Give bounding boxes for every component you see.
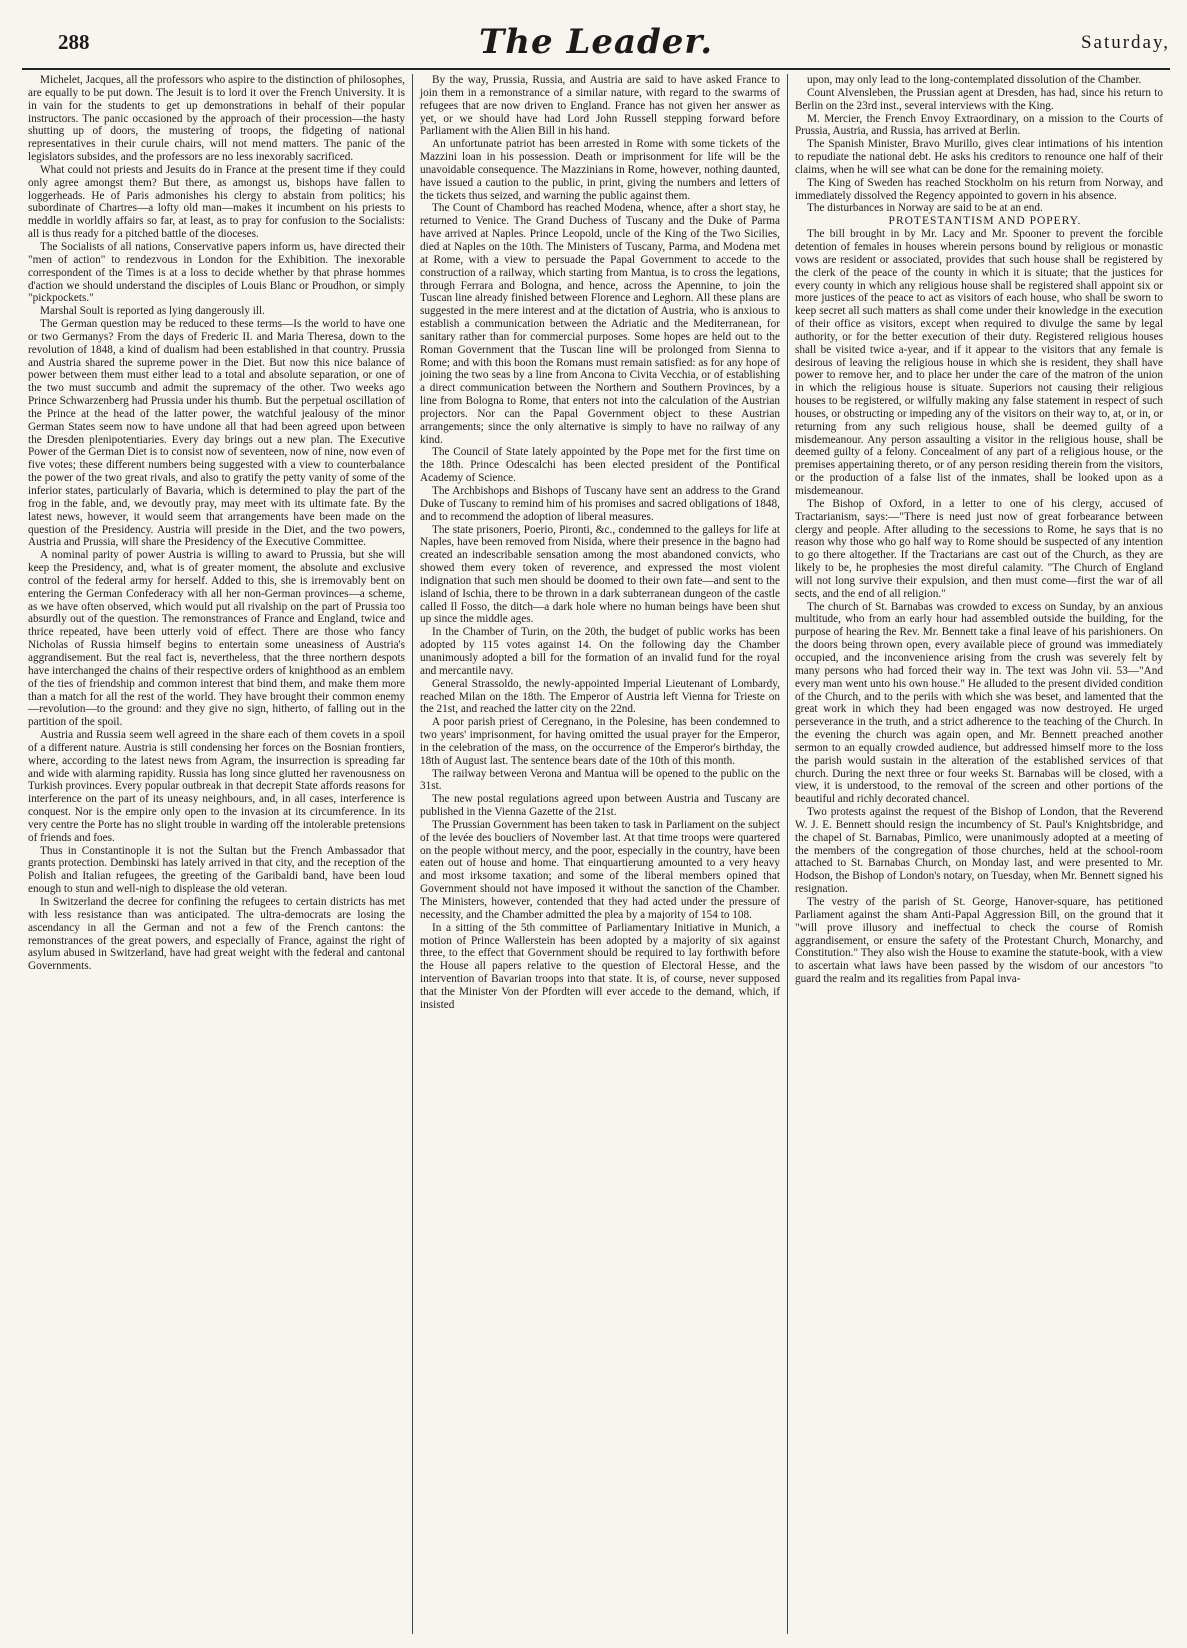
paragraph: upon, may only lead to the long-contemplated dissolution of the Chamber. <box>807 74 1142 86</box>
page-number: 288 <box>58 30 90 54</box>
section-heading: PROTESTANTISM AND POPERY. <box>888 215 1082 228</box>
paragraph: The church of St. Barnabas was crowded to excess on Sunday, by an anxious multitude, who from an early hour had assembled outside the building, for the purpose of hearing the Rev. Mr. Bennett take a final leave of his parishioners. On the doors being thrown open, every available piece of ground was immediately occupied, and the inconvenience arising from the crush was severely felt by many persons who had forced their way in. The text was John vii. 53—"And every man went unto his own house." He alluded to the present divided condition of the Church, and to the perils with which she was beset, and lamented that the great work in which they had been engaged was now destroyed. He urged perseverance in the truth, and a strict adherence to the teaching of the Church. In the evening the church was again open, and Mr. Bennett preached another sermon to an equally crowded audience, but addressed himself more to the loss the parish would sustain in the alteration of the established services of that church. During the next three or four weeks St. Barnabas will be closed, with a view, it is understood, to the removal of the screen and other portions of the beautiful and richly decorated chancel. <box>795 600 1163 806</box>
paragraph: Count Alvensleben, the Prussian agent at Dresden, has had, since his return to Berlin on the 23rd inst., several interviews with the King. <box>795 86 1163 112</box>
paragraph: The bill brought in by Mr. Lacy and Mr. Spooner to prevent the forcible detention of females in houses wherein persons bound by religious or monastic vows are resident or associated, provides that such house shall be registered by the clerk of the peace of the county in which it is situate; that the justices for every county in which any religious house shall be registered shall appoint six or more justices of the peace to act as visitors of each house, who shall be sworn to keep secret all such matters as shall come under their knowledge in the execution of their office as visitors, except when required to divulge the same by legal authority, or for the better execution of their duty. Registered religious houses shall be visited twice a-year, and if it appear to the visitors that any female is desirous of leaving the religious house in which she is resident, they shall have power to remove her, and to place her under the care of the matron of the union in which the religious house is situate. Superiors not causing their religious houses to be registered, or wilfully making any false statement in respect of such houses, or obstructing or impeding any of the visitors on their way to, at, or in, or returning from any such religious house, shall be deemed guilty of a misdemeanour. Any person assaulting a visitor in the religious house, shall be deemed guilty of a felony. Concealment of any part of a religious house, or the premises appertaining thereto, or of any person residing therein from the visitors, or the production of a false list of the inmates, shall be looked upon as a misdemeanour. <box>795 228 1163 497</box>
column-3-article <box>795 228 1163 986</box>
paragraph: The disturbances in Norway are said to be at an end. <box>807 202 1043 215</box>
newspaper-title: The Leader. <box>478 22 714 62</box>
masthead <box>22 18 1170 70</box>
paragraph: The Council of State lately appointed by the Pope met for the first time on the 18th. Prince Odescalchi has been elected president of the Pontifical Academy of Science. <box>420 446 780 485</box>
paragraph: Austria and Russia seem well agreed in the share each of them covets in a spoil of a different nature. Austria is still condensing her forces on the Bosnian frontiers, where, according to the latest news from Agram, the insurrection is spreading far and wide with alarming rapidity. Russia has long since glutted her ravenousness on Turkish provinces. Every popular outbreak in that decrepit State affords reasons for interference on the part of its uneasy neighbours, and, in all cases, interference is conquest. Nor is the empire only open to the invasion at its circumference. In its very centre the Porte has no slight trouble in warding off the intolerable pretensions of friends and foes. <box>28 729 405 844</box>
paragraph: A nominal parity of power Austria is willing to award to Prussia, but she will keep the Presidency, and, what is of greater moment, the absolute and exclusive control of the federal army for herself. Added to this, she is irremovably bent on entering the German Confederacy with all her non-German provinces—a scheme, as we have often observed, which would put all rivalship on the part of Prussia too absurdly out of the question. The remonstrances of France and England, twice and thrice repeated, have been utterly void of effect. There are those who fancy Nicholas of Russia himself begins to entertain some uneasiness of Austria's aggrandisement. But the real fact is, nevertheless, that the three northern despots have interchanged the chains of their respective orders of knighthood as an emblem of the ties of friendship and common interest that bind them, and make them more than a match for all the rest of the world. They have brought their common enemy—revolution—to the ground: and they give no sign, hitherto, of falling out in the partition of the spoil. <box>28 549 405 729</box>
column-1 <box>22 74 412 1634</box>
paragraph: The state prisoners, Poerio, Pironti, &c., condemned to the galleys for life at Naples, have been removed from Nisida, where their presence in the bagno had created an indescribable sensation among the most abandoned convicts, who showed them every token of reverence, and expressed the most violent indignation that such men should be doomed to their own fate—and sent to the island of Ischia, there to be thrown in a dark subterranean dungeon of the castle called Il Fosso, the ditch—a dark hole where no human beings have been shut up since the middle ages. <box>420 523 780 626</box>
paragraph: The vestry of the parish of St. George, Hanover-square, has petitioned Parliament against the sham Anti-Papal Aggression Bill, on the ground that it "will prove illusory and ineffectual to check the course of Romish aggrandisement, or ensure the safety of the Protestant Church, Monarchy, and Constitution." They also wish the House to examine the statute-book, with a view to ascertain what laws have been passed by the wisdom of our ancestors "to guard the realm and its regalities from Papal inva- <box>795 896 1163 986</box>
paragraph: The new postal regulations agreed upon between Austria and Tuscany are published in the Vienna Gazette of the 21st. <box>420 793 780 819</box>
issue-day: Saturday, <box>1080 32 1170 53</box>
paragraph: The Socialists of all nations, Conservative papers inform us, have directed their "men of action" to rendezvous in London for the Exhibition. The inexorable correspondent of the Times is at a loss to decide whether by that phrase hommes d'action we should understand the disciples of Louis Blanc or Proudhon, or simply "pickpockets." <box>28 240 405 305</box>
paragraph: A poor parish priest of Ceregnano, in the Polesine, has been condemned to two years' imprisonment, for having omitted the usual prayer for the Emperor, in the celebration of the mass, on the occurrence of the Emperor's birthday, the 18th of August last. The sentence bears date of the 10th of this month. <box>420 716 780 767</box>
paragraph: In the Chamber of Turin, on the 20th, the budget of public works has been adopted by 115 votes against 14. On the following day the Chamber unanimously adopted a bill for the formation of an invalid fund for the royal and mercantile navy. <box>420 626 780 677</box>
column-3-news <box>795 74 1163 215</box>
paragraph: General Strassoldo, the newly-appointed Imperial Lieutenant of Lombardy, reached Milan on the 18th. The Emperor of Austria left Vienna for Trieste on the 21st, and reached the latter city on the 22nd. <box>420 677 780 716</box>
paragraph: M. Mercier, the French Envoy Extraordinary, on a mission to the Courts of Prussia, Austria, and Russia, has arrived at Berlin. <box>795 112 1163 138</box>
newspaper-page <box>22 18 1170 1636</box>
paragraph: In a sitting of the 5th committee of Parliamentary Initiative in Munich, a motion of Prince Wallerstein has been adopted by a majority of six against three, to the effect that Government should be required to lay forthwith before the House all papers relative to the question of Electoral Hesse, and the intervention of Bavarian troops into that state. It is, of course, never supposed that the Minister Von der Pfordten will ever accede to the demand, which, if insisted <box>420 921 780 1011</box>
paragraph: Thus in Constantinople it is not the Sultan but the French Ambassador that grants protection. Dembinski has lately arrived in that city, and the reception of the Polish and Italian refugees, the greeting of the Garibaldi band, have been loud enough to stun and well-nigh to displease the old veteran. <box>28 844 405 896</box>
paragraph: In Switzerland the decree for confining the refugees to certain districts has met with less resistance than was anticipated. The ultra-democrats are losing the ascendancy in all the German and not a few of the French cantons: the remonstrances of the great powers, and especially of France, against the right of asylum abused in Switzerland, have had great weight with the federal and cantonal Governments. <box>28 896 405 973</box>
paragraph: The railway between Verona and Mantua will be opened to the public on the 31st. <box>420 767 780 793</box>
paragraph: The Bishop of Oxford, in a letter to one of his clergy, accused of Tractarianism, says:—"There is need just now of great forbearance between clergy and people. After alluding to the secessions to Rome, he says that is no reason why those who go half way to Rome should be suspected of any intention to go there altogether. If the Tractarians are cast out of the Church, as they are likely to be, he prophesies the most direful calamity. "The Church of England will not long survive their expulsion, and then must come—first the war of all sects, and the end of all religion." <box>795 497 1163 600</box>
paragraph: An unfortunate patriot has been arrested in Rome with some tickets of the Mazzini loan in his possession. Death or imprisonment for life will be the unavoidable consequence. The Mazzinians in Rome, however, nothing daunted, have issued a caution to the public, in print, giving the numbers and letters of the tickets thus seized, and warning the public against them. <box>420 138 780 202</box>
paragraph: The Count of Chambord has reached Modena, whence, after a short stay, he returned to Venice. The Grand Duchess of Tuscany and the Duke of Parma have arrived at Naples. Prince Leopold, uncle of the King of the Two Sicilies, died at Naples on the 10th. The Ministers of Tuscany, Parma, and Modena met at Rome, with a view to persuade the Papal Government to accede to the construction of a railway, which starting from Mantua, is to cross the legations, through Ferrara and Bologna, and hence, across the Apennine, to join the Tuscan line already finished between Florence and Leghorn. All these plans are suggested in the mere interest and at the dictation of Austria, who is anxious to establish a communication between the Adriatic and the Mediterranean, for sanitary rather than for commercial purposes. Some hopes are held out to the Roman Government that the Tuscan line will be prolonged from Sienna to Rome; and with this boon the Romans must remain satisfied: as for any hope of joining the two seas by a line from Ancona to Civita Vecchia, or of establishing a direct communication between the Northern and Southern Provinces, by a line from Bologna to Rome, that enters not into the calculation of the Austrian projectors. Nor can the Papal Government object to these Austrian arrangements; since the only alternative is simply to have no railway of any kind. <box>420 202 780 446</box>
column-3 <box>787 74 1170 1634</box>
paragraph: The Prussian Government has been taken to task in Parliament on the subject of the levée des boucliers of November last. At that time troops were quartered on the people without mercy, and the poor, especially in the country, have been eaten out of house and home. That einquartierung amounted to a very heavy and most irksome taxation; and some of the liberal members opined that Government should not have imposed it without the sanction of the Chamber. The Ministers, however, contended that they had acted under the pressure of necessity, and the Chamber admitted the plea by a majority of 154 to 108. <box>420 818 780 921</box>
paragraph: The Spanish Minister, Bravo Murillo, gives clear intimations of his intention to repudiate the national debt. He asks his creditors to renounce one half of their claims, when he will see what can be done for the remaining moiety. <box>795 138 1163 176</box>
paragraph: The Archbishops and Bishops of Tuscany have sent an address to the Grand Duke of Tuscany to remind him of his promises and sacred obligations of 1848, and to recommend the adoption of liberal measures. <box>420 485 780 523</box>
paragraph: Michelet, Jacques, all the professors who aspire to the distinction of philosophes, are equally to be put down. The Jesuit is to lord it over the French University. It is in vain for the students to get up demonstrations in behalf of their popular instructors. The panic occasioned by the approach of their procession—the hasty shutting up of doors, the mustering of troops, the fidgeting of national representatives in their curule chairs, will not mend matters. The panic of the legislators subsides, and the professors are no less inexorably sacrificed. <box>28 74 405 164</box>
paragraph: Two protests against the request of the Bishop of London, that the Reverend W. J. E. Bennett should resign the incumbency of St. Paul's Knightsbridge, and the chapel of St. Barnabas, Pimlico, were unanimously adopted at a meeting of the members of the congregation of those churches, held at the school-room attached to St. Barnabas Church, on Monday last, and were presented to Mr. Hodson, the Bishop of London's notary, on Tuesday, when Mr. Bennett signed his resignation. <box>795 806 1163 896</box>
text-columns <box>22 74 1170 1634</box>
paragraph: What could not priests and Jesuits do in France at the present time if they could only agree amongst them? But there, as amongst us, bishops have fallen to loggerheads. He of Paris admonishes his clergy to abstain from politics; his subordinate of Chartres—a lofty old man—makes it incumbent on his priests to meddle in worldly affairs so far, at least, as to pray for confusion to the Socialists: all is thus ready for a pitched battle of the dioceses. <box>28 163 405 241</box>
paragraph: Marshal Soult is reported as lying dangerously ill. <box>40 305 265 318</box>
paragraph: The King of Sweden has reached Stockholm on his return from Norway, and immediately dissolved the Regency appointed to govern in his absence. <box>795 176 1163 202</box>
column-2 <box>412 74 787 1634</box>
paragraph: The German question may be reduced to these terms—Is the world to have one or two Germanys? From the days of Frederic II. and Maria Theresa, down to the revolution of 1848, a kind of dualism had been established in that country. Prussia and Austria shared the supreme power in the Diet. But now this nice balance of power between them must either lead to a total and absolute separation, or one of the two must succumb and admit the supremacy of the other. Two weeks ago Prince Schwarzenberg had Prussia under his thumb. But the perpetual oscillation of the Prince at the head of the latter power, the watchful jealousy of the minor German States seem now to have undone all that had been agreed upon between the Dresden plenipotentiaries. Every day brings out a new plan. The Executive Power of the German Diet is to consist now of seventeen, now of nine, now even of five votes; these different numbers being suggested with a view to counterbalance the power of the two great rivals, and also to gratify the petty vanity of some of the inferior states, particularly of Bavaria, which is determined to play the part of the frog in the fable, and, we devoutly pray, may meet with its ultimate fate. By the latest news, however, it would seem that arrangements have been made on the question of the Presidency. Austria will preside in the Diet, and the two powers, Austria and Prussia, will share the Presidency of the Executive Committee. <box>28 318 405 549</box>
paragraph: By the way, Prussia, Russia, and Austria are said to have asked France to join them in a remonstrance of a similar nature, with regard to the swarms of refugees that are now driven to England. France has not given her answer as yet, or we should have had Lord John Russell stepping forward before Parliament with the Alien Bill in his hand. <box>420 74 780 138</box>
